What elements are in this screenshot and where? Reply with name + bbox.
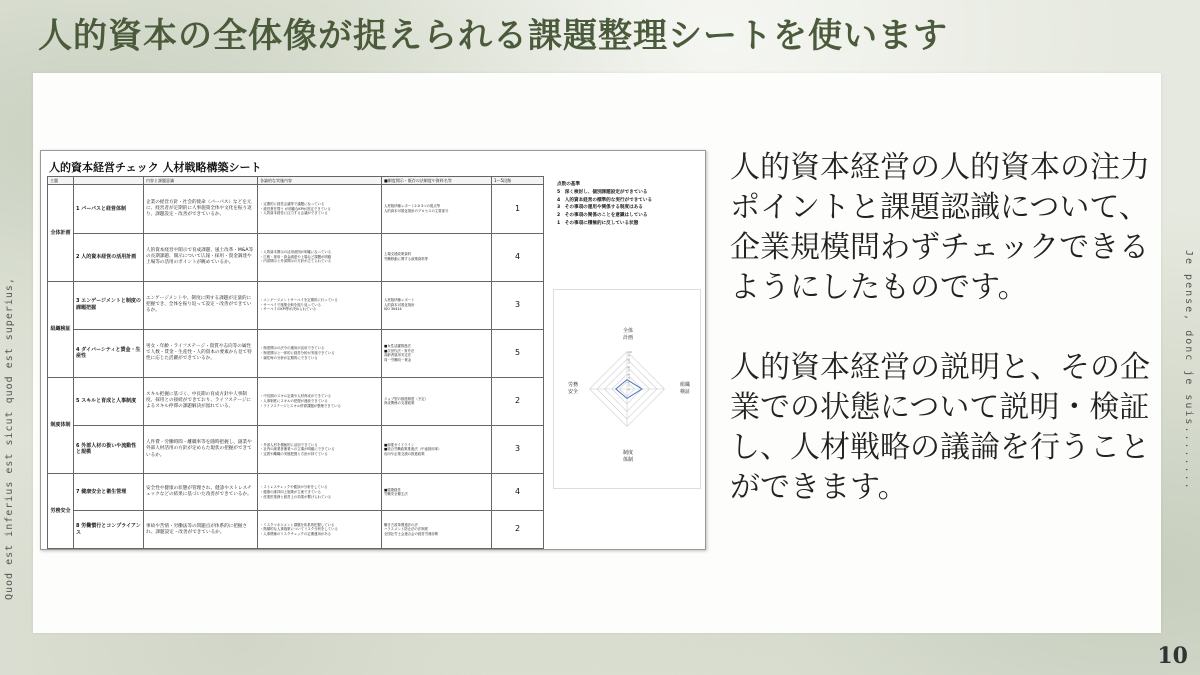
legend-item: 4 人的資本経営の標準的な実行ができている — [557, 197, 653, 203]
table-row — [48, 329, 544, 377]
table-row — [48, 185, 544, 233]
content-cell: 人的資本経営や開示で育成課題、風土改革・M&A等の長期課題、開示について広報・採用・資金調達や上場等の活用のポイントが眺めているか。 — [144, 233, 258, 281]
refs-cell: ■副業ガイドライン ■総合労働政策推進法（中途採用率） 出向や企業交流の推進政策 — [382, 425, 492, 473]
item-cell: 5 スキルと育成と人事制度 — [74, 377, 144, 425]
content-cell: 男女・年齢・ライフステージ・資質や志向等の属性で人数・賃金・生産性・人的資本の要素から見て特性に応じた活躍ができているか。 — [144, 329, 258, 377]
slide-title: 人的資本の全体像が捉えられる課題整理シートを使います — [38, 16, 948, 56]
score-cell: 2 — [492, 511, 544, 549]
header-cell: 内容と課題意識 — [144, 177, 258, 185]
radar-scale-label: 3 — [627, 376, 630, 381]
score-cell: 5 — [492, 329, 544, 377]
item-cell: 7 健康安全と衛生管理 — [74, 474, 144, 511]
table-row — [48, 377, 544, 425]
item-cell: 2 人的資本経営の活用計画 — [74, 233, 144, 281]
side-quote-right: Je pense, donc je suis........ — [1183, 250, 1194, 491]
content-cell: 企業の経営方針・社会的使命（パーパス）などを元に、経営者が定期的に人事施策全体や文化を振り返り、課題設定・改善ができているか。 — [144, 185, 258, 233]
radar-scale-label: 0 — [627, 387, 630, 392]
score-cell: 3 — [492, 425, 544, 473]
refs-cell: ■健康経営 労働安全衛生法 — [382, 474, 492, 511]
radar-label-right: 組織 検証 — [679, 382, 690, 395]
checksheet-table — [47, 176, 544, 549]
content-cell: 人件費・労働時間・離職率等を随時把握し、副業や外部人材活用の方針が定めらた現状の把握ができているか。 — [144, 425, 258, 473]
measures-cell: ・ストレスチェックや健診が分析をしている ・健康の維持向上施策が立案できている ・産業医業務と経営上の効果が繋げられている — [258, 474, 382, 511]
radar-scale-label: 5 — [627, 368, 630, 373]
radar-scale-label: 10 — [627, 349, 632, 354]
refs-cell: 働き方改革関連法の法 ハラスメント防止法の法制度 全国社労士会連合会の経営労務診断 — [382, 511, 492, 549]
content-cell: 安全性や健康の状態が管理され、健診やストレスチェックなどの結果に基づいた改善ができているか。 — [144, 474, 258, 511]
table-header-row — [48, 177, 544, 185]
radar-scale-label: 9 — [627, 353, 630, 358]
header-cell — [74, 177, 144, 185]
table-row — [48, 233, 544, 281]
legend-item: 1 その事項に積極的に反している状態 — [557, 220, 639, 226]
table-row — [48, 425, 544, 473]
item-cell: 8 労働慣行とコンプライアンス — [74, 511, 144, 549]
refs-cell: 上場支援政策資料 労働移動に関する政策資料等 — [382, 233, 492, 281]
header-cell: 1～5段階 — [492, 177, 544, 185]
radar-scale-label: 8 — [627, 357, 630, 362]
measures-cell: ・制度開示の法令の運用が活用できている ・制度開示と一体的に経営分析が実施できている ・属性毎の分析が定期的にできている — [258, 329, 382, 377]
refs-cell: 人材版伊藤レポート2.0 3つの視点等 人的資本可視化指針のプロセスの主要部分 — [382, 185, 492, 233]
measures-cell: ・中長期のスキル定義や人材育成ができている ・人事制度にスキルの把握が連続できている ・ライフステージとスキル停滞課題が整理できている — [258, 377, 382, 425]
content-cell: エンゲージメントや、制度に関する課題が定量的に把握でき、全体を振り返って設定・改善ができているか。 — [144, 281, 258, 329]
side-quote-left: Quod est inferius est sicut quod est superius, — [4, 277, 15, 600]
header-cell: 各論的な実施内容 — [258, 177, 382, 185]
legend-item: 3 その事項の運用や関係する制度はある — [557, 205, 643, 211]
header-cell: 主題 — [48, 177, 74, 185]
sheet-title: 人的資本経営チェック 人材戦略構築シート — [49, 161, 262, 174]
radar-scale-label: 2 — [627, 379, 630, 384]
content-cell: スキル把握に基づく、中長期の育成方針や人事制度、採用との接続ができており、ライフステージによるスキル停滞の課題解決が図れている。 — [144, 377, 258, 425]
item-cell: 3 エンゲージメントと制度の課題把握 — [74, 281, 144, 329]
description-paragraph: 人的資本経営の人的資本の注力ポイントと課題認識について、企業規模問わずチェックできるようにしたものです。 — [730, 150, 1150, 305]
score-cell: 4 — [492, 474, 544, 511]
refs-cell: ジョブ型の推進制度（予定） 育成関係の支援政策 — [382, 377, 492, 425]
table-row — [48, 511, 544, 549]
score-cell: 1 — [492, 185, 544, 233]
radar-scale-label: 1 — [627, 383, 630, 388]
legend-item: 5 深く検討し、個別課題設定ができている — [557, 189, 648, 195]
category-cell: 組織検証 — [48, 281, 74, 377]
score-cell: 3 — [492, 281, 544, 329]
header-cell: ■制度開示・既存の法制度や資料名等 — [382, 177, 492, 185]
measures-cell: ・定期的に経営会議等で議題になっている ・経営責任問う が明確なKPIが設定できている ・人的資本経営に注力する会議ができている — [258, 185, 382, 233]
radar-scale-label: 6 — [627, 364, 630, 369]
legend-title: 点数の基準 — [557, 182, 580, 187]
category-cell: 制度体制 — [48, 377, 74, 473]
page-number: 10 — [1157, 643, 1188, 669]
score-cell: 2 — [492, 377, 544, 425]
measures-cell: ・リスクマネジメント課題を体系的把握している ・階層的な人事施策についてリスク分析をしている ・人事関係のリスクチェックの定期運用がある — [258, 511, 382, 549]
item-cell: 1 パーパスと経営体制 — [74, 185, 144, 233]
table-row — [48, 281, 544, 329]
measures-cell: ・外部人材を積極的に活用できている ・社内の副業者兼業への立場が明確にできている ・定着や離職の実態把握と方針が持てている — [258, 425, 382, 473]
radar-chart — [553, 289, 701, 489]
item-cell: 6 外部人材の扱いや流動性と規模 — [74, 425, 144, 473]
description-text — [730, 148, 1154, 548]
item-cell: 4 ダイバーシティと賃金・生産性 — [74, 329, 144, 377]
checksheet-image — [40, 150, 706, 550]
legend-item: 2 その事項の関係のことを意識はしている — [557, 213, 648, 219]
measures-cell: ・エンゲージメントサーベイを定期的に行っている ・サーベイで施策全般を振り返っている ・サーベイのKPI等が決められている — [258, 281, 382, 329]
table-row — [48, 474, 544, 511]
score-cell: 4 — [492, 233, 544, 281]
refs-cell: ■女性活躍推進法 ■次世代法・育介法 高齢者雇用安定法 同一労働同一賃金 — [382, 329, 492, 377]
refs-cell: 人材版伊藤レポート 人的資本可視化指針 ISO 30414 — [382, 281, 492, 329]
category-cell: 全体計画 — [48, 185, 74, 281]
radar-label-bottom: 制度 体制 — [622, 450, 633, 463]
score-legend — [557, 181, 697, 228]
radar-scale-label: 7 — [627, 361, 630, 366]
content-cell: 事故や苦情・労働法等の問題点が体系的に把握され、課題設定・改善ができているか。 — [144, 511, 258, 549]
radar-scale-label: 4 — [627, 372, 630, 377]
measures-cell: ・人的資本開示の活用意図が明確になっている ・広報・採用・資金調達や上場など課題が明確 ・内部開示と外部開示の方針が立てられている — [258, 233, 382, 281]
description-paragraph: 人的資本経営の説明と、その企業での状態について説明・検証し、人材戦略の議論を行うことができます。 — [730, 350, 1150, 505]
category-cell: 労務安全 — [48, 474, 74, 549]
radar-label-left: 労務 安全 — [567, 382, 578, 395]
radar-label-top: 全体 計画 — [622, 328, 633, 341]
